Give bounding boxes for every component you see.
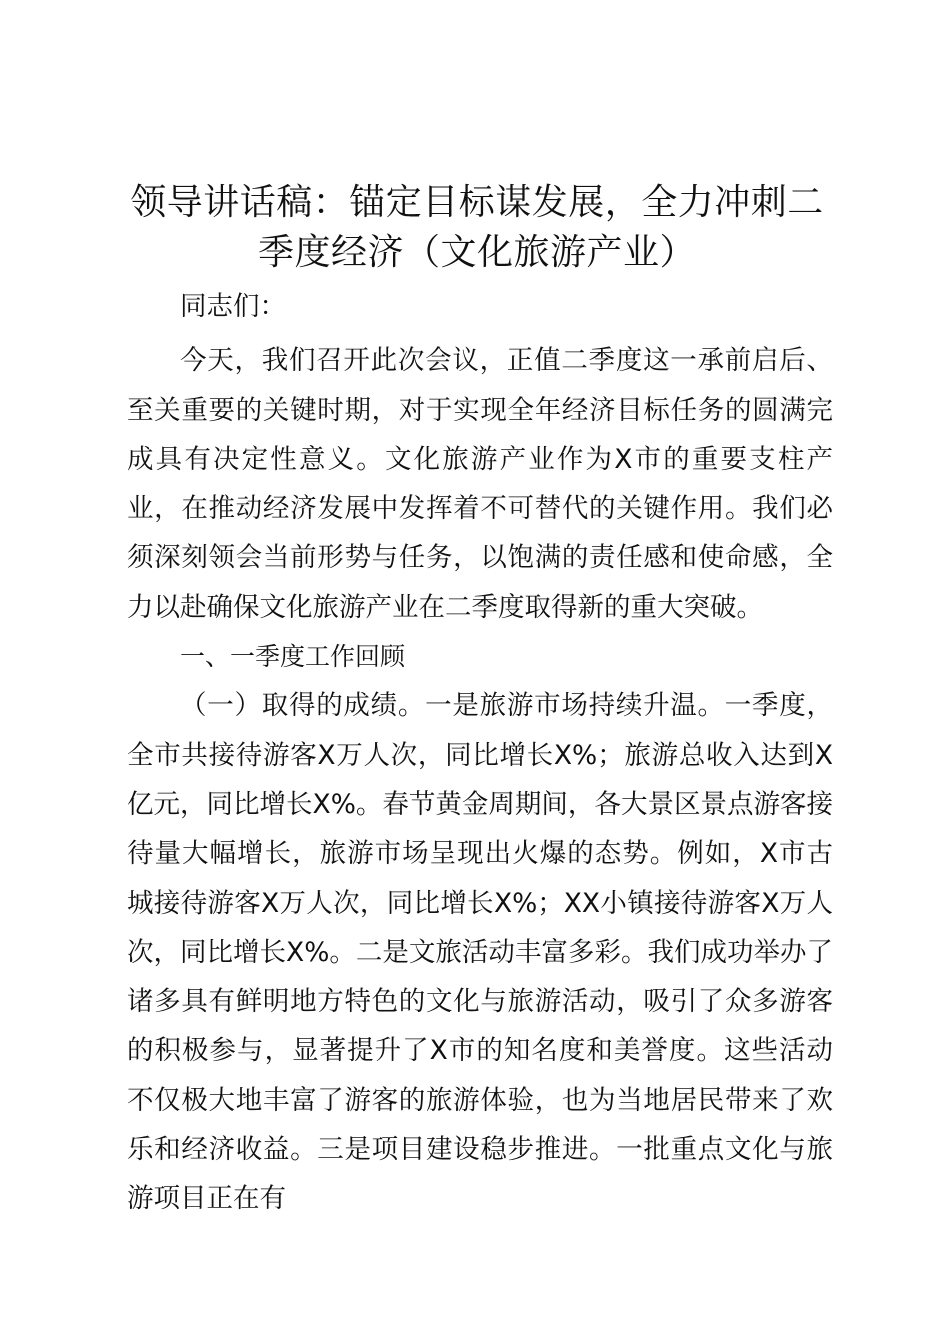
achievements-paragraph: （一）取得的成绩。一是旅游市场持续升温。一季度，全市共接待游客X万人次，同比增长X%；旅游总收入达到X亿元，同比增长X%。春节黄金周期间，各大景区景点游客接待量大幅增长，旅游市场呈现出火爆的态势。例如，X市古城接待游客X万人次，同比增长X%；XX小镇接待游客X万人次，同比增长X%。二是文旅活动丰富多彩。我们成功举办了诸多具有鲜明地方特色的文化与旅游活动，吸引了众多游客的积极参与，显著提升了X市的知名度和美誉度。这些活动不仅极大地丰富了游客的旅游体验，也为当地居民带来了欢乐和经济收益。三是项目建设稳步推进。一批重点文化与旅游项目正在有 (127, 690, 833, 1215)
section-heading: 一、一季度工作回顾 (180, 642, 406, 672)
intro-paragraph: 今天，我们召开此次会议，正值二季度这一承前启后、至关重要的关键时期，对于实现全年经济目标任务的圆满完成具有决定性意义。文化旅游产业作为X市的重要支柱产业，在推动经济发展中发挥着不可替代的关键作用。我们必须深刻领会当前形势与任务，以饱满的责任感和使命感，全力以赴确保文化旅游产业在二季度取得新的重大突破。 (127, 345, 833, 623)
greeting: 同志们： (180, 291, 286, 322)
document-title: 领导讲话稿：锚定目标谋发展，全力冲刺二季度经济（文化旅游产业） (130, 182, 824, 273)
document-body (127, 282, 833, 1224)
